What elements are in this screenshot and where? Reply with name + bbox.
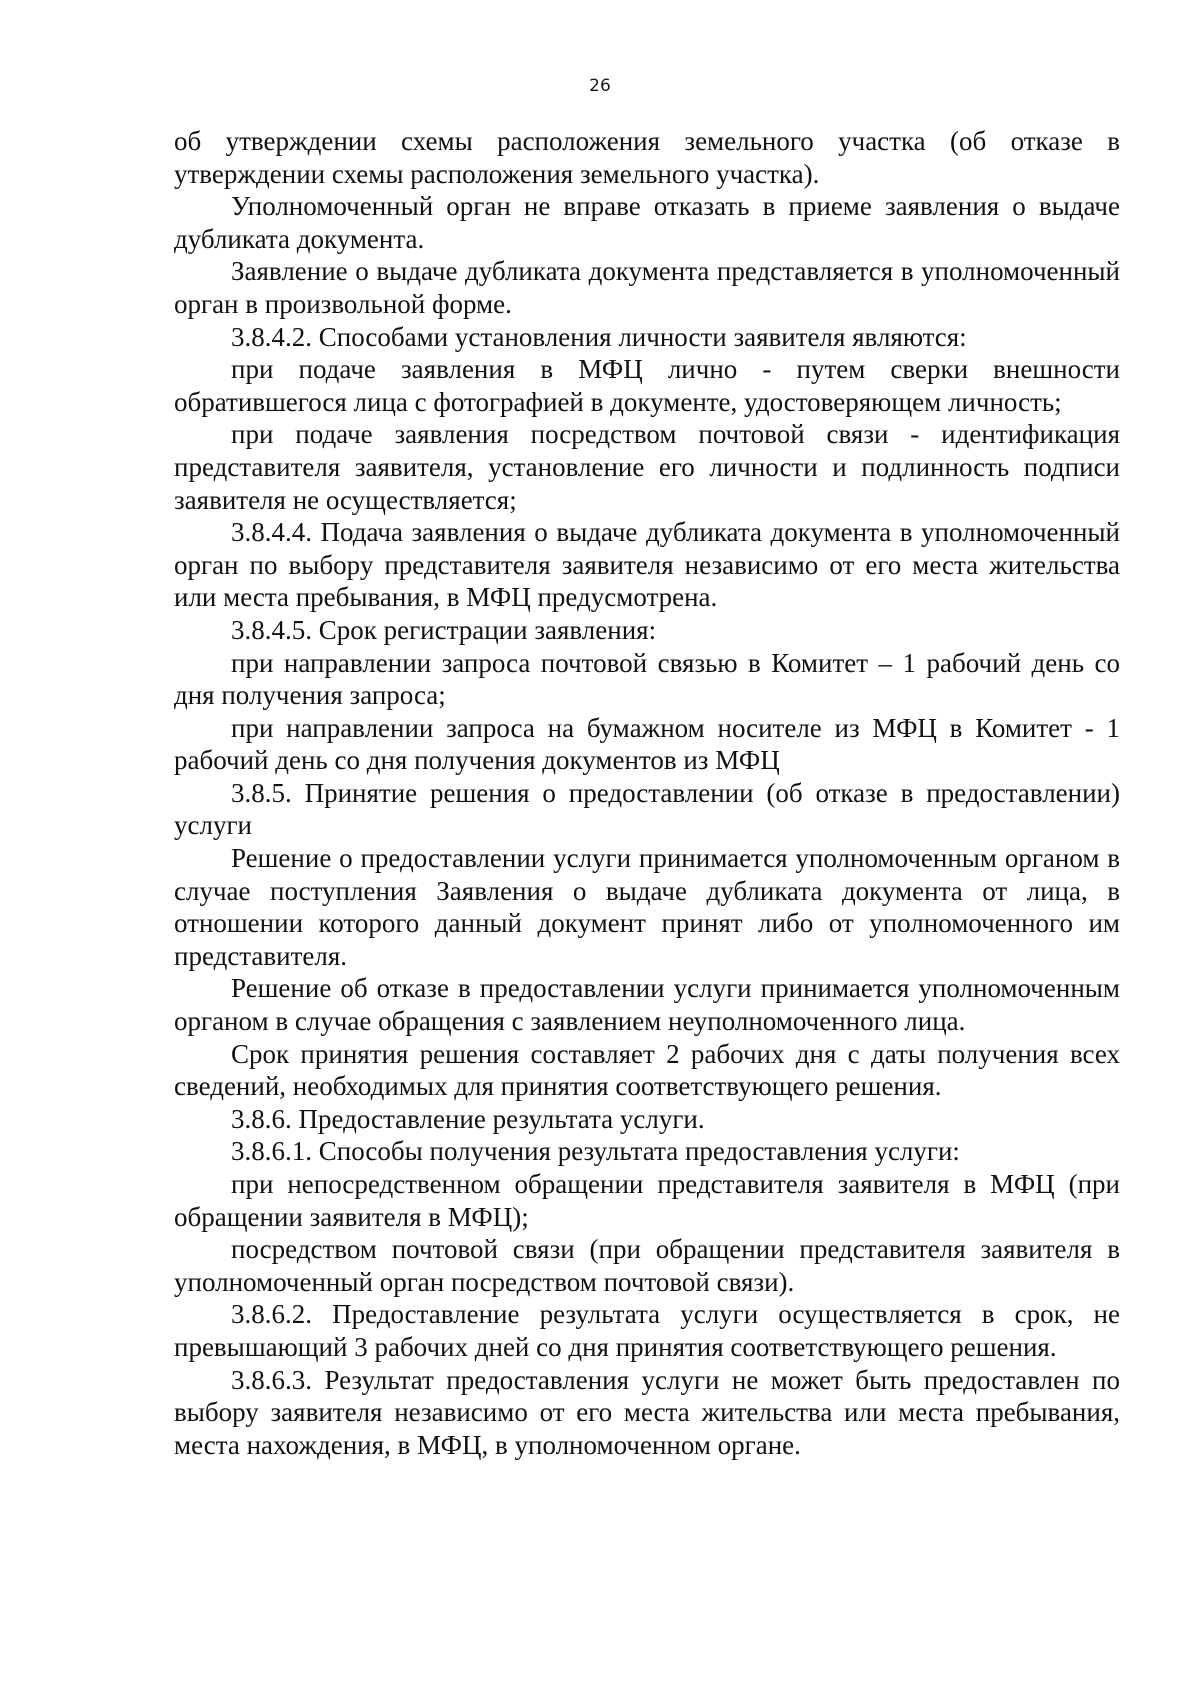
section-heading-3-8-4-5: 3.8.4.5. Срок регистрации заявления: xyxy=(231,614,657,645)
paragraph: Решение об отказе в предоставлении услуги принимается уполномоченным органом в случае обращения с заявлением неуполномоченного лица. xyxy=(174,973,1120,1037)
paragraph: при направлении запроса на бумажном носителе из МФЦ в Комитет - 1 рабочий день со дня получения документов из МФЦ xyxy=(174,712,1120,776)
paragraph: при подаче заявления посредством почтовой связи - идентификация представителя заявителя, установление его личности и подлинность подписи заявителя не осуществляется; xyxy=(174,419,1120,515)
paragraph: посредством почтовой связи (при обращении представителя заявителя в уполномоченный орган посредством почтовой связи). xyxy=(174,1234,1120,1297)
section-heading-3-8-6-1: 3.8.6.1. Способы получения результата предоставления услуги: xyxy=(231,1136,960,1167)
page-number: 26 xyxy=(589,76,611,96)
paragraph: Срок принятия решения составляет 2 рабочих дня с даты получения всех сведений, необходимых для принятия соответствующего решения. xyxy=(174,1038,1120,1102)
paragraph-continuation: об утверждении схемы расположения земельного участка (об отказе в утверждении схемы расположения земельного участка). xyxy=(174,126,1120,189)
paragraph: при направлении запроса почтовой связью в Комитет – 1 рабочий день со дня получения запроса; xyxy=(174,647,1120,711)
section-heading-3-8-5: 3.8.5. Принятие решения о предоставлении (об отказе в предоставлении) услуги xyxy=(174,777,1120,841)
section-heading-3-8-6: 3.8.6. Предоставление результата услуги. xyxy=(231,1103,705,1134)
paragraph: Решение о предоставлении услуги принимается уполномоченным органом в случае поступления Заявления о выдаче дубликата документа от лица, в отношении которого данный документ принят либо от уполномоченного им представителя. xyxy=(174,843,1120,971)
document-body xyxy=(174,125,1120,1461)
paragraph: Заявление о выдаче дубликата документа представляется в уполномоченный орган в произвольной форме. xyxy=(174,256,1120,319)
paragraph: Уполномоченный орган не вправе отказать в приеме заявления о выдаче дубликата документа. xyxy=(174,191,1120,254)
section-3-8-6-3: 3.8.6.3. Результат предоставления услуги не может быть предоставлен по выбору заявителя независимо от его места жительства или места пребывания, места нахождения, в МФЦ, в уполномоченном органе. xyxy=(174,1364,1120,1460)
section-heading-3-8-4-2: 3.8.4.2. Способами установления личности заявителя являются: xyxy=(231,321,967,352)
section-3-8-6-2: 3.8.6.2. Предоставление результата услуги осуществляется в срок, не превышающий 3 рабочих дней со дня принятия соответствующего решения. xyxy=(174,1299,1120,1362)
paragraph: при подаче заявления в МФЦ лично - путем сверки внешности обратившегося лица с фотографией в документе, удостоверяющем личность; xyxy=(174,354,1120,417)
paragraph: при непосредственном обращении представителя заявителя в МФЦ (при обращении заявителя в МФЦ); xyxy=(174,1169,1120,1232)
section-3-8-4-4: 3.8.4.4. Подача заявления о выдаче дубликата документа в уполномоченный орган по выбору представителя заявителя независимо от его места жительства или места пребывания, в МФЦ предусмотрена. xyxy=(174,517,1120,613)
